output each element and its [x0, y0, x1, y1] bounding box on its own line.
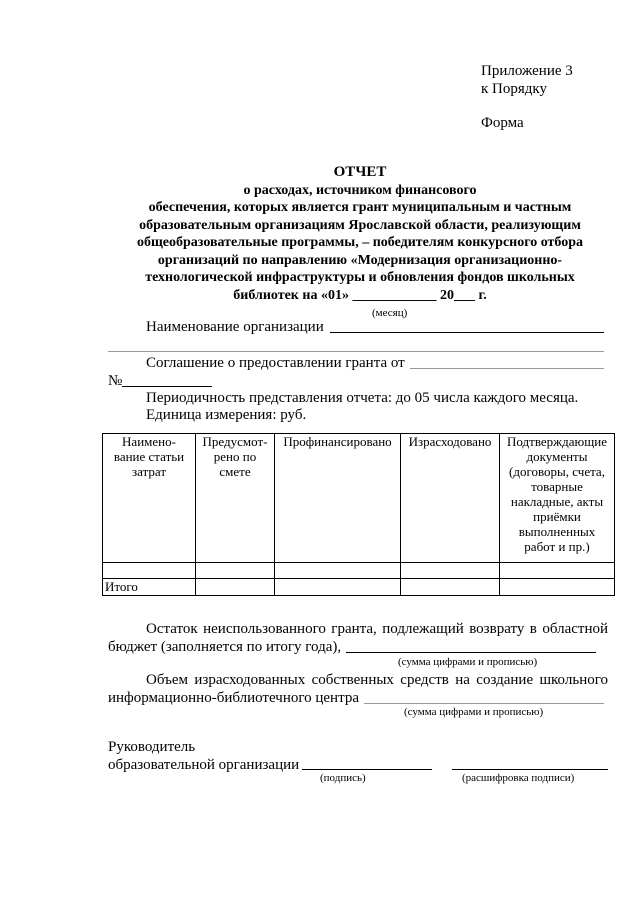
own-funds-amount-field[interactable] — [364, 703, 604, 704]
header-cell-spent: Израсходовано — [401, 434, 500, 563]
head-label: Руководитель — [108, 739, 196, 755]
own-funds-text-continued: информационно-библиотечного центра — [108, 690, 359, 706]
head-org-label: образовательной организации — [108, 757, 300, 773]
table-cell[interactable] — [103, 563, 196, 579]
appendix-label: Приложение 3 — [481, 63, 573, 79]
decoding-caption: (расшифровка подписи) — [462, 772, 575, 784]
table-cell[interactable] — [196, 563, 275, 579]
remainder-amount-field[interactable] — [346, 652, 596, 653]
table-cell[interactable] — [500, 563, 615, 579]
report-title: ОТЧЕТ — [333, 164, 387, 180]
org-name-label: Наименование организации — [146, 319, 324, 335]
title-line: технологической инфраструктуры и обновления фондов школьных — [145, 270, 575, 285]
agreement-date-field[interactable] — [410, 368, 604, 369]
table-cell[interactable] — [275, 579, 401, 596]
order-reference: к Порядку — [481, 81, 547, 97]
title-line: общеобразовательные программы, – победителям конкурсного отбора — [136, 235, 584, 250]
signature-field[interactable] — [302, 769, 432, 770]
total-label: Итого — [103, 579, 196, 596]
signature-caption: (подпись) — [320, 772, 366, 784]
table-cell[interactable] — [401, 563, 500, 579]
agreement-number-label: № — [108, 373, 123, 389]
table-total-row — [103, 579, 615, 596]
sum-caption: (сумма цифрами и прописью) — [398, 656, 538, 668]
remainder-text: Остаток неиспользованного гранта, подлежащий возврату в областной — [146, 621, 608, 637]
table-header-row — [103, 434, 615, 563]
title-line: образовательным организациям Ярославской области, реализующим — [139, 217, 581, 233]
table-cell[interactable] — [500, 579, 615, 596]
month-caption: (месяц) — [372, 307, 408, 319]
title-line: обеспечения, которых является грант муниципальным и частным — [148, 200, 572, 215]
periodicity-text: Периодичность представления отчета: до 05 числа каждого месяца. — [146, 390, 579, 406]
agreement-number-field[interactable] — [122, 386, 212, 387]
org-name-field-continued[interactable] — [108, 351, 604, 352]
own-funds-text: Объем израсходованных собственных средств на создание школьного — [146, 672, 608, 688]
header-cell-planned: Предусмот- рено по смете — [196, 434, 275, 563]
title-line: организаций по направлению «Модернизация организационно- — [157, 252, 563, 268]
unit-text: Единица измерения: руб. — [146, 407, 307, 423]
header-cell-expense-item: Наимено- вание статьи затрат — [103, 434, 196, 563]
form-label: Форма — [481, 115, 524, 131]
table-row — [103, 563, 615, 579]
table-cell[interactable] — [196, 579, 275, 596]
title-line: библиотек на «01» ____________ 20___ г. — [233, 287, 487, 303]
header-cell-documents: Подтверждающие документы (договоры, счета, товарные накладные, акты приёмки выполненных работ и пр.) — [500, 434, 615, 563]
signature-decoding-field[interactable] — [452, 769, 608, 770]
title-line: о расходах, источником финансового — [243, 182, 477, 198]
header-cell-funded: Профинансировано — [275, 434, 401, 563]
agreement-label: Соглашение о предоставлении гранта от — [146, 355, 405, 371]
sum-caption: (сумма цифрами и прописью) — [404, 706, 544, 718]
expense-report-table — [102, 433, 615, 596]
table-cell[interactable] — [275, 563, 401, 579]
org-name-field[interactable] — [330, 332, 604, 333]
table-cell[interactable] — [401, 579, 500, 596]
remainder-text-continued: бюджет (заполняется по итогу года), — [108, 639, 342, 655]
report-title-block — [100, 164, 620, 304]
